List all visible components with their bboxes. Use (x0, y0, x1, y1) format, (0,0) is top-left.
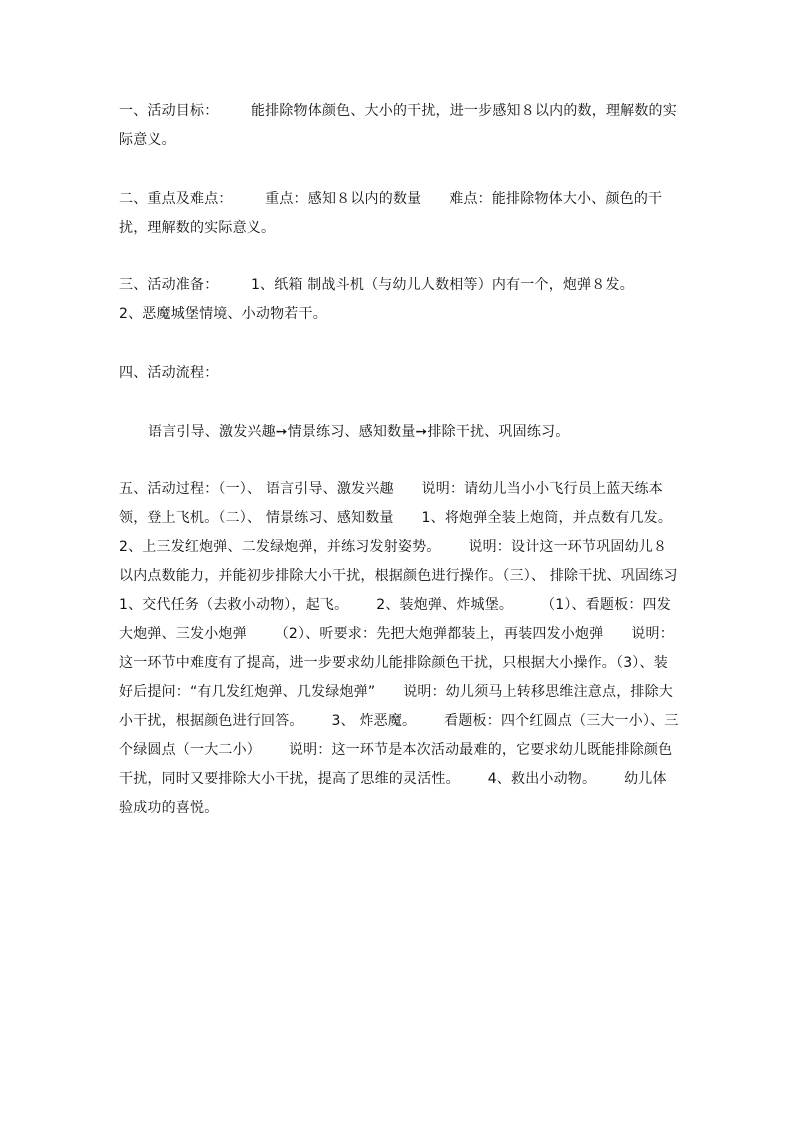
section-flow-heading: 四、活动流程： (119, 365, 219, 381)
section-activity-goal: 一、活动目标： 能排除物体颜色、大小的干扰，进一步感知８以内的数，理解数的实际意义。 (119, 103, 677, 148)
section-key-points: 二、重点及难点： 重点：感知８以内的数量 难点：能排除物体大小、颜色的干扰，理解数的实际意义。 (119, 191, 663, 236)
section-flow: 语言引导、激发兴趣➙情景练习、感知数量➙排除干扰、巩固练习。 (148, 424, 570, 440)
section-process: 五、活动过程：（一）、 语言引导、激发兴趣 说明：请幼儿当小小飞行员上蓝天练本领，登上飞机。（二）、 情景练习、感知数量 1、将炮弹全装上炮筒，并点数有几发。2、上三发红炮弹、二发绿炮弹，并练习发射姿势。 说明：设计这一环节巩固幼儿８以内点数能力，并能初步排除大小干扰，根据颜色进行操作。（三）、 排除干扰、巩固练习 1、交代任务（去救小动物），起飞。 2、装炮弹、炸城堡。 （1）、看题板：四发大炮弹、三发小炮弹 （2）、听要求：先把大炮弹都装上，再装四发小炮弹 说明：这一环节中难度有了提高，进一步要求幼儿能排除颜色干扰，只根据大小操作。（3）、装好后提问：“有几发红炮弹、几发绿炮弹” 说明：幼儿须马上转移思维注意点，排除大小干扰，根据颜色进行回答。 3、 炸恶魔。 看题板：四个红圆点（三大一小）、三个绿圆点（一大二小） 说明：这一环节是本次活动最难的，它要求幼儿既能排除颜色干扰，同时又要排除大小干扰，提高了思维的灵活性。 4、救出小动物。 幼儿体验成功的喜悦。 (119, 481, 683, 816)
section-preparation: 三、活动准备： 1、纸箱 制战斗机（与幼儿人数相等）内有一个，炮弹８发。 2、恶魔城堡情境、小动物若干。 (119, 277, 662, 322)
